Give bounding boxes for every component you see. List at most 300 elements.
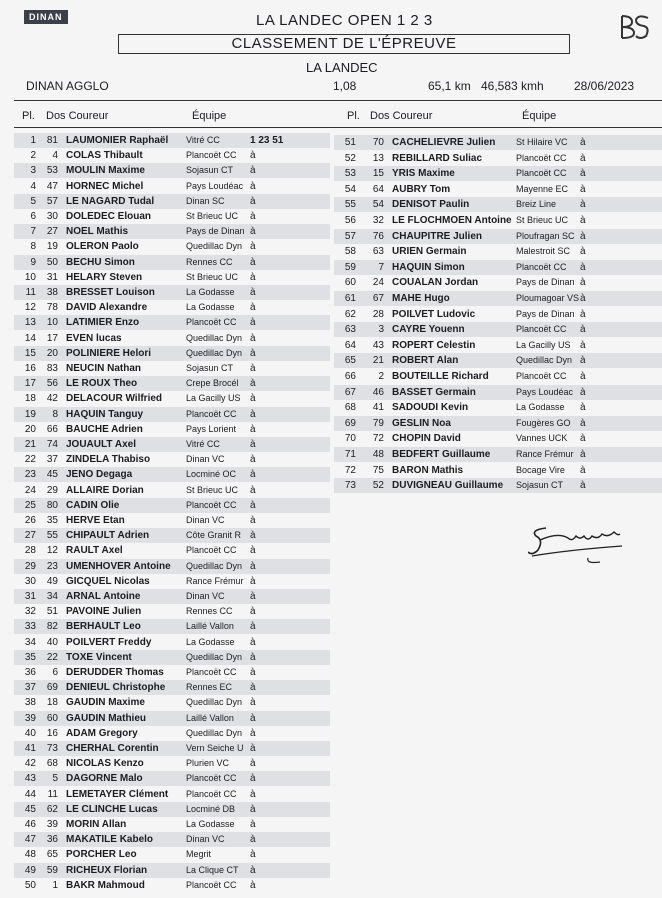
gap-cell: 1 23 51 bbox=[250, 135, 284, 146]
bib-cell: 45 bbox=[46, 469, 58, 481]
gap-cell: à bbox=[250, 575, 256, 587]
table-row bbox=[14, 543, 330, 558]
bib-cell: 19 bbox=[46, 241, 58, 253]
gap-cell: à bbox=[580, 402, 586, 414]
table-row bbox=[14, 148, 330, 163]
team-cell: Plancoët CC bbox=[186, 667, 237, 677]
gap-cell: à bbox=[250, 621, 256, 633]
gap-cell: à bbox=[250, 864, 256, 876]
rank-cell: 51 bbox=[344, 137, 356, 148]
table-row bbox=[14, 817, 330, 832]
gap-cell: à bbox=[580, 324, 586, 336]
team-cell: Rance Frémur bbox=[186, 575, 244, 586]
bib-cell: 41 bbox=[372, 402, 384, 414]
rider-name-cell: ROPERT Celestin bbox=[392, 339, 476, 351]
gap-cell: à bbox=[250, 180, 256, 192]
bib-cell: 42 bbox=[46, 393, 58, 405]
bib-cell: 74 bbox=[46, 439, 58, 450]
rank-cell: 28 bbox=[24, 545, 36, 557]
rider-name-cell: DERUDDER Thomas bbox=[66, 667, 164, 678]
team-cell: Breiz Line bbox=[516, 199, 557, 210]
table-row bbox=[14, 604, 330, 619]
gap-cell: à bbox=[250, 879, 256, 891]
gap-cell: à bbox=[250, 347, 256, 359]
table-row bbox=[14, 483, 330, 498]
rank-cell: 15 bbox=[24, 347, 36, 359]
rank-cell: 18 bbox=[24, 393, 36, 405]
team-cell: Plancoët CC bbox=[516, 371, 567, 381]
table-row bbox=[14, 847, 330, 862]
rider-name-cell: JOUAULT Axel bbox=[66, 439, 137, 450]
table-row bbox=[14, 163, 330, 178]
bib-cell: 34 bbox=[46, 591, 58, 602]
bib-cell: 60 bbox=[46, 712, 58, 724]
rank-cell: 2 bbox=[30, 150, 36, 162]
rank-cell: 7 bbox=[30, 226, 36, 238]
team-cell: Vern Seiche U bbox=[186, 743, 244, 753]
bib-cell: 82 bbox=[46, 621, 58, 633]
rank-cell: 29 bbox=[24, 560, 36, 572]
rank-cell: 25 bbox=[24, 499, 36, 511]
rider-name-cell: HAQUIN Simon bbox=[392, 261, 465, 273]
bib-cell: 6 bbox=[52, 667, 58, 678]
rank-cell: 20 bbox=[24, 423, 36, 435]
table-row bbox=[14, 270, 330, 285]
gap-cell: à bbox=[250, 651, 256, 663]
gap-cell: à bbox=[250, 545, 256, 557]
rank-cell: 48 bbox=[24, 849, 36, 861]
table-row bbox=[334, 275, 662, 290]
rank-cell: 21 bbox=[24, 439, 36, 450]
bib-cell: 30 bbox=[46, 211, 58, 222]
rank-cell: 35 bbox=[24, 651, 36, 663]
bib-cell: 23 bbox=[46, 560, 58, 572]
bib-cell: 17 bbox=[46, 332, 58, 344]
col-header-pl-right: Pl. bbox=[347, 110, 360, 122]
team-cell: Ploumagoar VS bbox=[516, 293, 580, 303]
table-row bbox=[14, 407, 330, 422]
bib-cell: 37 bbox=[46, 454, 58, 466]
team-cell: Plancoët CC bbox=[186, 879, 237, 890]
team-cell: Megrit bbox=[186, 849, 212, 860]
bib-cell: 40 bbox=[46, 636, 58, 648]
rank-cell: 9 bbox=[30, 256, 36, 268]
team-cell: Rennes CC bbox=[186, 256, 233, 267]
rider-name-cell: POILVET Ludovic bbox=[392, 308, 476, 320]
team-cell: La Gacilly US bbox=[516, 339, 571, 350]
rank-cell: 55 bbox=[344, 199, 356, 211]
rider-name-cell: HERVE Etan bbox=[66, 515, 125, 526]
rider-name-cell: RAULT Axel bbox=[66, 545, 123, 557]
rider-name-cell: ALLAIRE Dorian bbox=[66, 484, 144, 496]
bib-cell: 78 bbox=[46, 302, 58, 314]
gap-cell: à bbox=[250, 271, 256, 283]
team-cell: Plancoët CC bbox=[186, 773, 237, 784]
table-row bbox=[14, 878, 330, 893]
col-header-dos-left: Dos Coureur bbox=[46, 110, 109, 122]
rank-cell: 22 bbox=[24, 454, 36, 466]
team-cell: La Godasse bbox=[186, 287, 235, 297]
rank-cell: 56 bbox=[344, 215, 356, 226]
rider-name-cell: BARON Mathis bbox=[392, 464, 464, 476]
gap-cell: à bbox=[250, 499, 256, 511]
team-cell: Sojasun CT bbox=[516, 480, 564, 491]
gap-cell: à bbox=[250, 515, 256, 526]
rider-name-cell: SADOUDI Kevin bbox=[392, 402, 469, 414]
rank-cell: 41 bbox=[24, 743, 36, 754]
bib-cell: 48 bbox=[372, 449, 384, 460]
rank-cell: 53 bbox=[344, 168, 356, 180]
team-cell: Rance Frémur bbox=[516, 449, 574, 459]
gap-cell: à bbox=[250, 667, 256, 678]
team-cell: Plancoët CC bbox=[186, 499, 237, 510]
rank-cell: 59 bbox=[344, 261, 356, 273]
table-row bbox=[14, 695, 330, 710]
gap-cell: à bbox=[250, 165, 256, 177]
team-cell: Quedillac Dyn bbox=[186, 332, 243, 343]
rank-cell: 14 bbox=[24, 332, 36, 344]
gap-cell: à bbox=[580, 137, 586, 148]
table-row bbox=[14, 528, 330, 543]
rank-cell: 19 bbox=[24, 408, 36, 420]
rank-cell: 43 bbox=[24, 773, 36, 785]
race-place: LA LANDEC bbox=[306, 60, 378, 75]
table-row bbox=[14, 559, 330, 574]
bib-cell: 35 bbox=[46, 515, 58, 526]
rider-name-cell: GAUDIN Maxime bbox=[66, 697, 145, 709]
bib-cell: 53 bbox=[46, 165, 58, 177]
team-cell: La Godasse bbox=[516, 402, 565, 413]
rank-cell: 34 bbox=[24, 636, 36, 648]
rider-name-cell: GAUDIN Mathieu bbox=[66, 712, 146, 724]
table-row bbox=[14, 315, 330, 330]
table-row bbox=[14, 224, 330, 239]
team-cell: Laillé Vallon bbox=[186, 712, 234, 723]
gap-cell: à bbox=[580, 152, 586, 164]
table-row bbox=[14, 498, 330, 513]
table-row bbox=[334, 369, 662, 384]
table-row bbox=[14, 787, 330, 802]
bib-cell: 27 bbox=[46, 226, 58, 238]
rider-name-cell: LATIMIER Enzo bbox=[66, 317, 140, 329]
gap-cell: à bbox=[250, 408, 256, 420]
rank-cell: 45 bbox=[24, 803, 36, 815]
team-cell: Rennes CC bbox=[186, 606, 233, 617]
bib-cell: 7 bbox=[378, 261, 384, 273]
rank-cell: 17 bbox=[24, 378, 36, 390]
rider-name-cell: GESLIN Noa bbox=[392, 417, 451, 429]
gap-cell: à bbox=[250, 636, 256, 648]
table-row bbox=[334, 478, 662, 493]
table-row bbox=[334, 416, 662, 431]
bib-cell: 21 bbox=[372, 355, 384, 367]
gap-cell: à bbox=[580, 339, 586, 351]
table-row bbox=[334, 166, 662, 181]
table-row bbox=[14, 194, 330, 209]
team-cell: St Brieuc UC bbox=[186, 211, 239, 221]
table-row bbox=[14, 832, 330, 847]
gap-cell: à bbox=[250, 211, 256, 222]
rider-name-cell: DELACOUR Wilfried bbox=[66, 393, 163, 405]
gap-cell: à bbox=[580, 480, 586, 492]
rider-name-cell: LE NAGARD Tudal bbox=[66, 195, 155, 207]
col-header-team-right: Équipe bbox=[522, 110, 557, 122]
team-cell: Fougères GO bbox=[516, 417, 571, 428]
table-row bbox=[14, 467, 330, 482]
rank-cell: 4 bbox=[30, 180, 36, 192]
rank-cell: 1 bbox=[30, 135, 36, 146]
rider-name-cell: COUALAN Jordan bbox=[392, 277, 479, 289]
bib-cell: 47 bbox=[46, 180, 58, 192]
gap-cell: à bbox=[250, 819, 256, 830]
rank-cell: 61 bbox=[344, 293, 356, 304]
gap-cell: à bbox=[250, 195, 256, 207]
bib-cell: 67 bbox=[372, 293, 384, 304]
table-row bbox=[14, 300, 330, 315]
gap-cell: à bbox=[250, 256, 256, 268]
rank-cell: 33 bbox=[24, 621, 36, 633]
gap-cell: à bbox=[250, 332, 256, 344]
team-cell: Quedillac Dyn bbox=[186, 651, 243, 662]
gap-cell: à bbox=[580, 433, 586, 445]
table-row bbox=[14, 680, 330, 695]
table-row bbox=[14, 589, 330, 604]
table-row bbox=[14, 346, 330, 361]
team-cell: Pays de Dinan bbox=[186, 226, 245, 237]
team-cell: Sojasun CT bbox=[186, 363, 234, 373]
rider-name-cell: YRIS Maxime bbox=[392, 168, 455, 180]
table-row bbox=[14, 741, 330, 756]
bib-cell: 69 bbox=[46, 682, 58, 694]
rank-cell: 49 bbox=[24, 864, 36, 876]
gap-cell: à bbox=[580, 464, 586, 476]
rider-name-cell: HAQUIN Tanguy bbox=[66, 408, 144, 420]
table-row bbox=[14, 574, 330, 589]
bib-cell: 1 bbox=[52, 879, 58, 891]
team-cell: St Brieuc UC bbox=[186, 271, 239, 282]
gap-cell: à bbox=[250, 530, 256, 542]
bib-cell: 66 bbox=[46, 423, 58, 435]
team-cell: Quedillac Dyn bbox=[186, 241, 243, 252]
bib-cell: 24 bbox=[372, 277, 384, 289]
rider-name-cell: PAVOINE Julien bbox=[66, 606, 142, 618]
rank-cell: 54 bbox=[344, 183, 356, 195]
rider-name-cell: POLINIERE Helori bbox=[66, 347, 152, 359]
rank-cell: 23 bbox=[24, 469, 36, 481]
team-cell: Quedillac Dyn bbox=[186, 727, 243, 738]
bib-cell: 46 bbox=[372, 386, 384, 398]
gap-cell: à bbox=[580, 199, 586, 211]
rider-name-cell: BEDFERT Guillaume bbox=[392, 449, 491, 460]
rider-name-cell: UMENHOVER Antoine bbox=[66, 560, 171, 572]
gap-cell: à bbox=[250, 727, 256, 739]
bib-cell: 43 bbox=[372, 339, 384, 351]
bib-cell: 15 bbox=[372, 168, 384, 180]
table-row bbox=[334, 291, 662, 306]
bib-cell: 31 bbox=[46, 271, 58, 283]
rider-name-cell: OLERON Paolo bbox=[66, 241, 139, 253]
rider-name-cell: CADIN Olie bbox=[66, 499, 120, 511]
team-cell: Locminé DB bbox=[186, 803, 236, 814]
header-divider-bottom bbox=[14, 127, 662, 128]
rider-name-cell: URIEN Germain bbox=[392, 246, 467, 258]
rider-name-cell: ZINDELA Thabiso bbox=[66, 454, 151, 466]
rider-name-cell: CAYRE Youenn bbox=[392, 324, 465, 336]
table-row bbox=[14, 255, 330, 270]
gap-cell: à bbox=[250, 484, 256, 496]
bib-cell: 12 bbox=[46, 545, 58, 557]
gap-cell: à bbox=[250, 758, 256, 770]
rider-name-cell: DAVID Alexandre bbox=[66, 302, 148, 314]
team-cell: Plancoët CC bbox=[186, 150, 237, 161]
table-row bbox=[14, 802, 330, 817]
table-row bbox=[14, 513, 330, 528]
rider-name-cell: TOXE Vincent bbox=[66, 651, 132, 663]
team-cell: Malestroit SC bbox=[516, 246, 571, 257]
gap-cell: à bbox=[250, 302, 256, 314]
rank-cell: 37 bbox=[24, 682, 36, 694]
rank-cell: 52 bbox=[344, 152, 356, 164]
rank-cell: 63 bbox=[344, 324, 356, 336]
bib-cell: 10 bbox=[46, 317, 58, 329]
rider-name-cell: EVEN lucas bbox=[66, 332, 122, 344]
rider-name-cell: REBILLARD Suliac bbox=[392, 152, 483, 164]
table-row bbox=[14, 711, 330, 726]
rider-name-cell: CACHELIEVRE Julien bbox=[392, 137, 496, 148]
team-cell: Bocage Vire bbox=[516, 464, 565, 475]
gap-cell: à bbox=[250, 363, 256, 374]
rank-cell: 8 bbox=[30, 241, 36, 253]
table-row bbox=[14, 726, 330, 741]
rank-cell: 11 bbox=[25, 287, 36, 298]
team-cell: Plancoët CC bbox=[186, 788, 237, 799]
gap-cell: à bbox=[250, 560, 256, 572]
rider-name-cell: LE FLOCHMOEN Antoine bbox=[392, 215, 512, 226]
rider-name-cell: NOEL Mathis bbox=[66, 226, 129, 238]
rank-cell: 30 bbox=[24, 575, 36, 587]
rank-cell: 32 bbox=[24, 606, 36, 618]
table-row bbox=[14, 635, 330, 650]
team-cell: Dinan VC bbox=[186, 515, 225, 525]
bib-cell: 83 bbox=[46, 363, 58, 374]
team-cell: Quedillac Dyn bbox=[516, 355, 573, 366]
bib-cell: 16 bbox=[46, 727, 58, 739]
rider-name-cell: JENO Degaga bbox=[66, 469, 133, 481]
rank-cell: 40 bbox=[24, 727, 36, 739]
team-cell: Vitré CC bbox=[186, 135, 220, 145]
table-row bbox=[14, 239, 330, 254]
rank-cell: 73 bbox=[344, 480, 356, 492]
bib-cell: 28 bbox=[372, 308, 384, 320]
rank-cell: 3 bbox=[30, 165, 36, 177]
bib-cell: 80 bbox=[46, 499, 58, 511]
rank-cell: 5 bbox=[30, 195, 36, 207]
gap-cell: à bbox=[250, 469, 256, 481]
rider-name-cell: ADAM Gregory bbox=[66, 727, 138, 739]
rider-name-cell: NEUCIN Nathan bbox=[66, 363, 142, 374]
team-cell: Plancoët CC bbox=[516, 261, 567, 272]
rank-cell: 39 bbox=[24, 712, 36, 724]
rider-name-cell: PORCHER Leo bbox=[66, 849, 137, 861]
rider-name-cell: MAHE Hugo bbox=[392, 293, 450, 304]
table-row bbox=[334, 400, 662, 415]
gap-cell: à bbox=[250, 454, 256, 466]
header-divider-top bbox=[14, 100, 662, 101]
rider-name-cell: DOLEDEC Elouan bbox=[66, 211, 152, 222]
bib-cell: 38 bbox=[46, 287, 58, 298]
gap-cell: à bbox=[580, 261, 586, 273]
table-row bbox=[334, 385, 662, 400]
gap-cell: à bbox=[580, 230, 586, 242]
table-row bbox=[334, 431, 662, 446]
rider-name-cell: POILVERT Freddy bbox=[66, 636, 152, 648]
bib-cell: 29 bbox=[46, 484, 58, 496]
page-subtitle: CLASSEMENT DE L'ÉPREUVE bbox=[118, 34, 570, 54]
bib-cell: 55 bbox=[46, 530, 58, 542]
gap-cell: à bbox=[250, 697, 256, 709]
bib-cell: 64 bbox=[372, 183, 384, 195]
rider-name-cell: HORNEC Michel bbox=[66, 180, 144, 192]
gap-cell: à bbox=[250, 423, 256, 435]
team-cell: Plancoët CC bbox=[516, 324, 567, 335]
gap-cell: à bbox=[250, 788, 256, 800]
col-header-pl-left: Pl. bbox=[22, 110, 35, 122]
bib-cell: 79 bbox=[372, 417, 384, 429]
bib-cell: 72 bbox=[372, 433, 384, 445]
rider-name-cell: BAKR Mahmoud bbox=[66, 879, 145, 891]
gap-cell: à bbox=[250, 241, 256, 253]
bib-cell: 65 bbox=[46, 849, 58, 861]
team-cell: La Gacilly US bbox=[186, 393, 241, 404]
rank-cell: 68 bbox=[344, 402, 356, 414]
race-code: 1,08 bbox=[333, 79, 357, 93]
gap-cell: à bbox=[250, 591, 256, 602]
table-row bbox=[334, 322, 662, 337]
table-row bbox=[14, 133, 330, 148]
team-cell: Pays Loudéac bbox=[186, 180, 244, 191]
bib-cell: 13 bbox=[372, 152, 384, 164]
rider-name-cell: NICOLAS Kenzo bbox=[66, 758, 144, 770]
rank-cell: 42 bbox=[24, 758, 36, 770]
bib-cell: 3 bbox=[378, 324, 384, 336]
table-row bbox=[334, 229, 662, 244]
gap-cell: à bbox=[580, 215, 586, 226]
bib-cell: 73 bbox=[46, 743, 58, 754]
bib-cell: 20 bbox=[46, 347, 58, 359]
team-cell: Côte Granit R bbox=[186, 530, 242, 541]
rider-name-cell: LE CLINCHE Lucas bbox=[66, 803, 158, 815]
table-row bbox=[14, 391, 330, 406]
rank-cell: 24 bbox=[24, 484, 36, 496]
team-cell: Pays Lorient bbox=[186, 423, 237, 434]
table-row bbox=[14, 361, 330, 376]
rider-name-cell: CHOPIN David bbox=[392, 433, 461, 445]
bib-cell: 22 bbox=[46, 651, 58, 663]
gap-cell: à bbox=[250, 150, 256, 162]
table-row bbox=[334, 447, 662, 462]
rider-name-cell: MOULIN Maxime bbox=[66, 165, 145, 177]
team-cell: Dinan SC bbox=[186, 195, 225, 206]
gap-cell: à bbox=[250, 378, 256, 390]
table-row bbox=[334, 197, 662, 212]
table-row bbox=[14, 422, 330, 437]
table-row bbox=[14, 285, 330, 300]
bib-cell: 51 bbox=[46, 606, 58, 618]
table-row bbox=[334, 151, 662, 166]
dinan-logo: DINAN bbox=[24, 10, 68, 24]
bib-cell: 52 bbox=[372, 480, 384, 492]
table-row bbox=[14, 179, 330, 194]
